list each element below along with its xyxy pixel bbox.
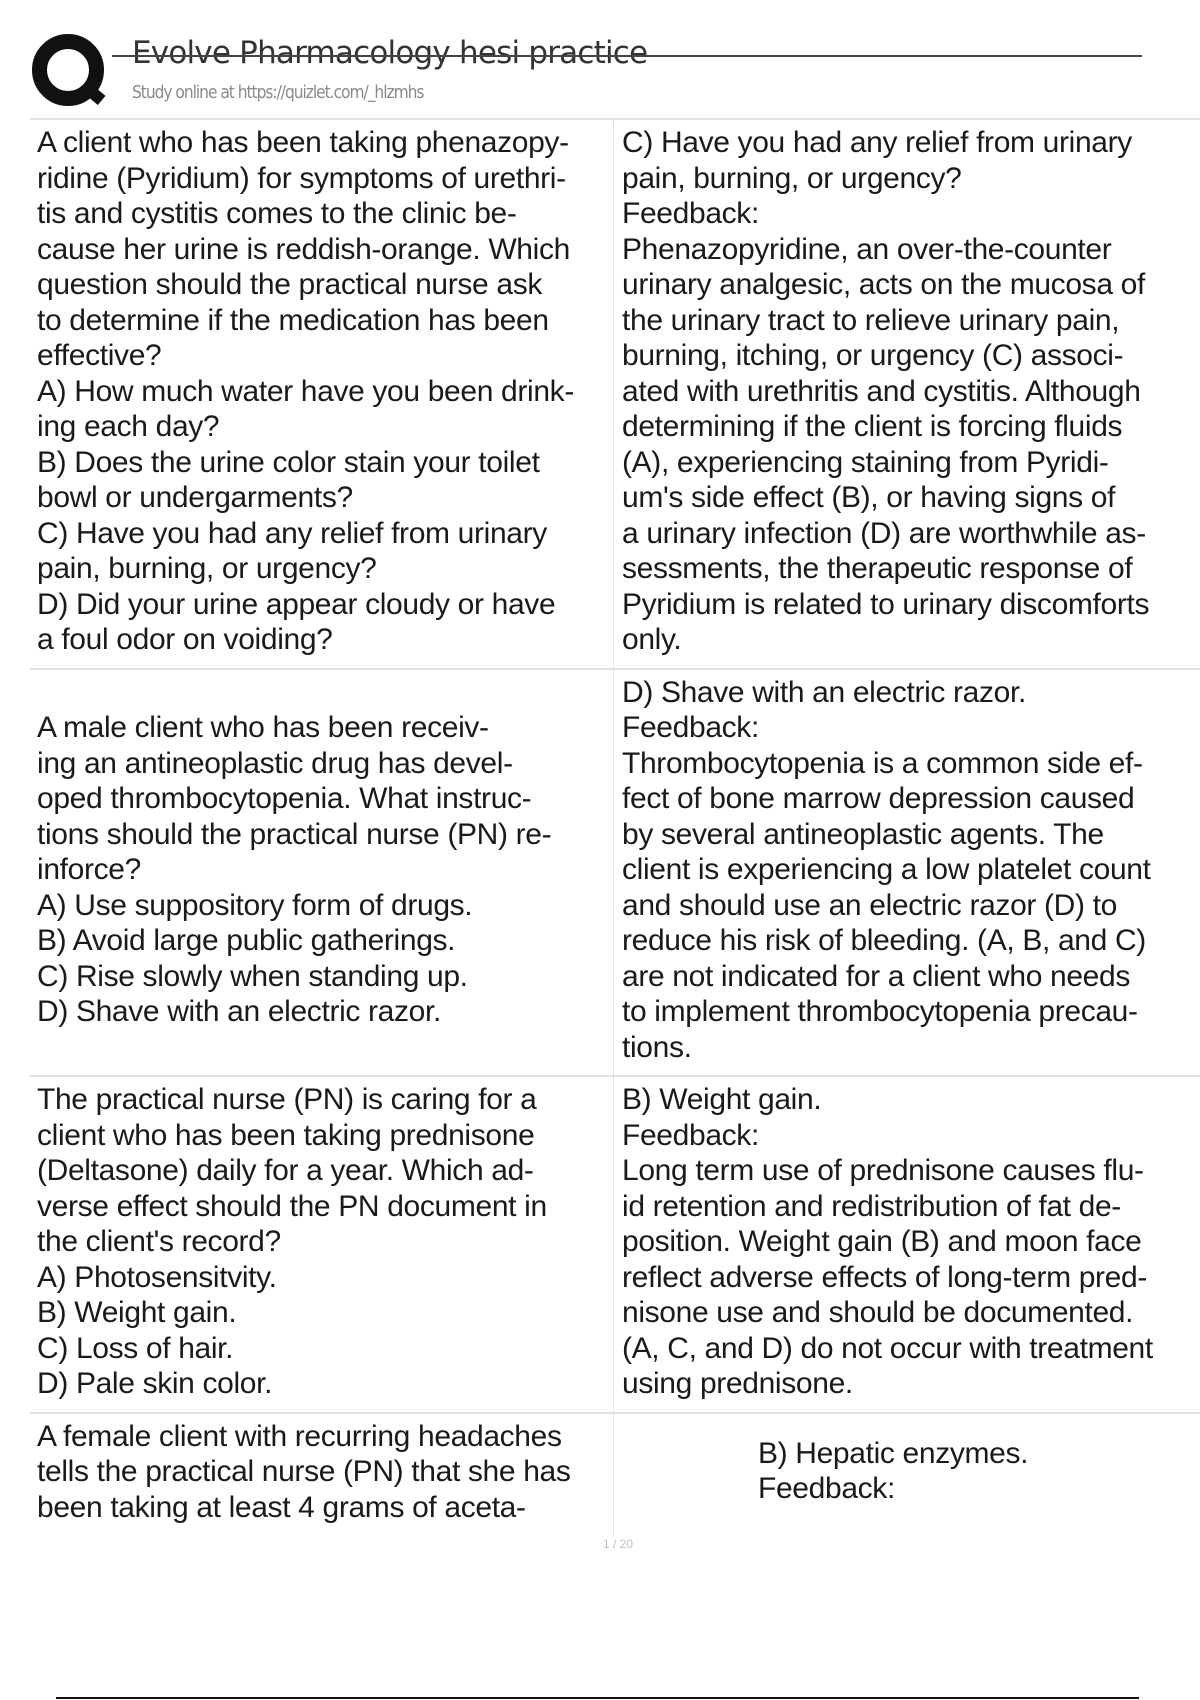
document-title: Evolve Pharmacology hesi practice — [132, 35, 648, 71]
card-term — [30, 1414, 614, 1536]
term-text: A female client with recurring headaches tells the practical nurse (PN) that she has been taking at least 4 grams of aceta- — [37, 1419, 571, 1524]
footer-divider — [56, 1697, 1139, 1699]
term-text: The practical nurse (PN) is caring for a client who has been taking prednisone (Deltasone) daily for a year. Which ad- verse effect should the PN document in the client's record? A) Photosensitvity. B) Weight gain. C) Loss of hair. D) Pale skin color. — [37, 1083, 547, 1400]
title-strikethrough-line — [112, 55, 1142, 57]
term-text: A male client who has been receiv- ing an antineoplastic drug has devel- oped thrombocytopenia. What instruc- tions should the practical nurse (PN) re- inforce? A) Use suppository form of drugs. B) Avoid large public gatherings. C) Rise slowly when standing up. D) Shave with an electric razor. — [37, 711, 552, 1028]
study-online-link[interactable]: Study online at https://quizlet.com/_hlzmhs — [132, 82, 424, 103]
quizlet-q-icon — [31, 33, 111, 113]
flashcard-row — [30, 670, 1200, 1078]
page-header — [0, 0, 1200, 118]
flashcard-row — [30, 120, 1200, 670]
card-definition: B) Hepatic enzymes. Feedback: — [758, 1436, 1029, 1505]
page-number: 1 / 20 — [602, 1537, 634, 1551]
card-term — [30, 670, 614, 1076]
term-text: A client who has been taking phenazopy- ridine (Pyridium) for symptoms of urethri- tis and cystitis comes to the clinic be- cause her urine is reddish-orange. Which question should the practical nurse ask to determine if the medication has been effective? A) How much water have you been drink- ing each day? B) Does the urine color stain your toilet bowl or undergarments? C) Have you had any relief from urinary pain, burning, or urgency? D) Did your urine appear cloudy or have a foul odor on voiding? — [37, 126, 574, 656]
flashcard-row — [30, 1414, 1200, 1536]
card-definition: D) Shave with an electric razor. Feedback: Thrombocytopenia is a common side ef- fect of bone marrow depression caused by several antineoplastic agents. The client is experiencing a low platelet count and should use an electric razor (D) to reduce his risk of bleeding. (A, B, and C) are not indicated for a client who needs to implement thrombocytopenia precau- tions. — [622, 675, 1151, 1064]
flashcard-row — [30, 1077, 1200, 1414]
card-term — [30, 1077, 614, 1412]
card-definition: B) Weight gain. Feedback: Long term use of prednisone causes flu- id retention and redistribution of fat de- position. Weight gain (B) and moon face reflect adverse effects of long-term pred- nisone use and should be documented. (A, C, and D) do not occur with treatment using prednisone. — [622, 1083, 1153, 1400]
flashcard-list — [30, 118, 1200, 1535]
card-term — [30, 120, 614, 668]
card-definition: C) Have you had any relief from urinary pain, burning, or urgency? Feedback: Phenazopyridine, an over-the-counter urinary analgesic, acts on the mucosa of the urinary tract to relieve urinary pain, burning, itching, or urgency (C) associ- ated with urethritis and cystitis. Although determining if the client is forcing fluids (A), experiencing staining from Pyridi- um's side effect (B), or having signs of a urinary infection (D) are worthwhile as- sessments, the therapeutic response of Pyridium is related to urinary discomforts only. — [622, 126, 1150, 656]
